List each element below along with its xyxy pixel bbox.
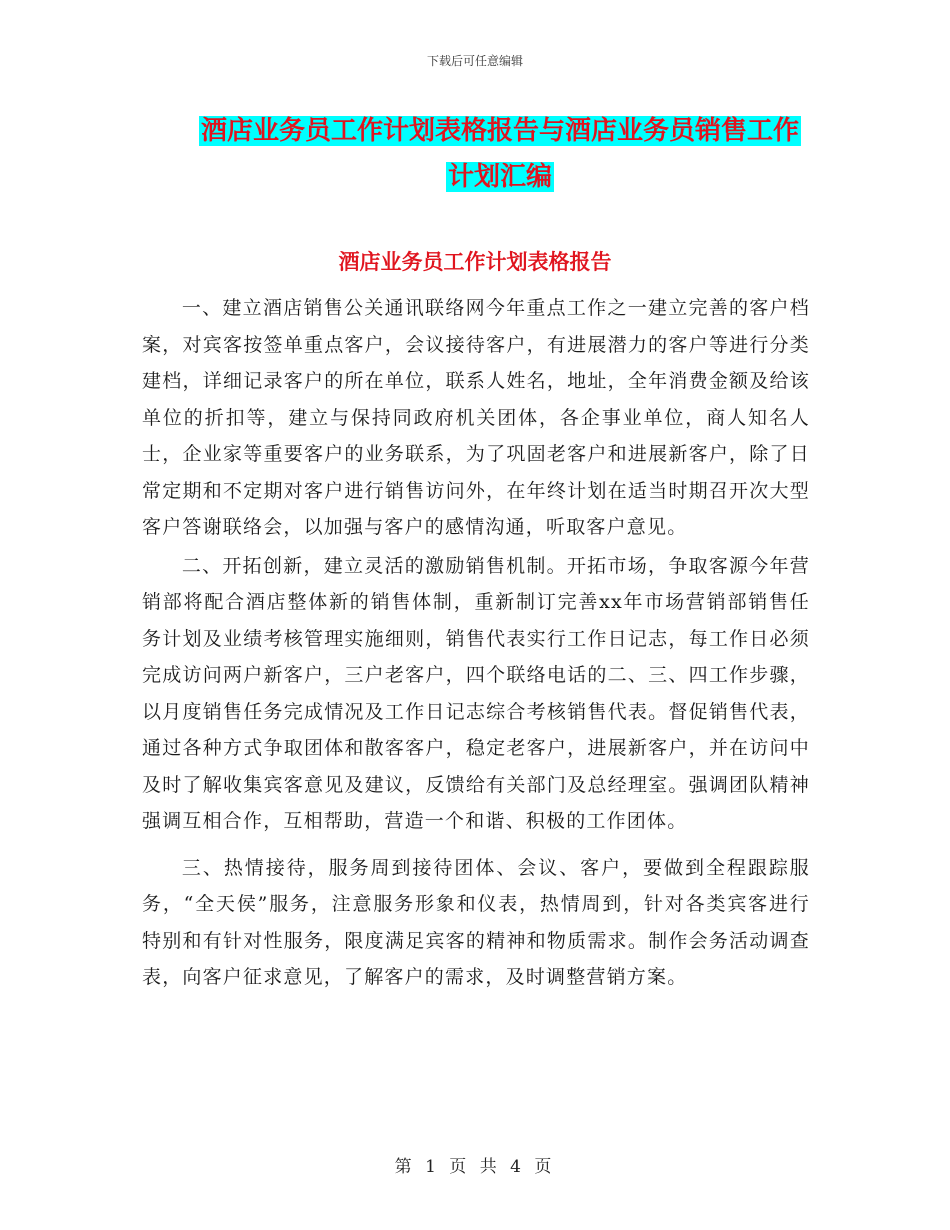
title-line-1: 酒店业务员工作计划表格报告与酒店业务员销售工作 (200, 116, 799, 146)
header-note: 下载后可任意编辑 (426, 54, 523, 68)
document-title (150, 108, 850, 200)
title-line-2: 计划汇编 (447, 162, 552, 192)
paragraph-2: 二、开拓创新，建立灵活的激励销售机制。开拓市场，争取客源今年营销部将配合酒店整体新的销售体制，重新制订完善xx年市场营销部销售任务计划及业绩考核管理实施细则，销售代表实行工作日记志，每工作日必须完成访问两户新客户，三户老客户，四个联络电话的二、三、四工作步骤，以月度销售任务完成情况及工作日记志综合考核销售代表。督促销售代表，通过各种方式争取团体和散客客户，稳定老客户，进展新客户，并在访问中及时了解收集宾客意见及建议，反馈给有关部门及总经理室。强调团队精神强调互相合作，互相帮助，营造一个和谐、积极的工作团体。 (142, 554, 810, 832)
paragraph-1: 一、建立酒店销售公关通讯联络网今年重点工作之一建立完善的客户档案，对宾客按签单重点客户，会议接待客户，有进展潜力的客户等进行分类建档，详细记录客户的所在单位，联系人姓名，地址，全年消费金额及给该单位的折扣等，建立与保持同政府机关团体，各企事业单位，商人知名人士，企业家等重要客户的业务联系，为了巩固老客户和进展新客户，除了日常定期和不定期对客户进行销售访问外，在年终计划在适当时期召开次大型客户答谢联络会，以加强与客户的感情沟通，听取客户意见。 (142, 297, 810, 538)
body-text (142, 290, 810, 996)
page-footer: 第 1 页 共 4 页 (394, 1157, 556, 1177)
section-title: 酒店业务员工作计划表格报告 (338, 249, 612, 274)
paragraph-3: 三、热情接待，服务周到接待团体、会议、客户，要做到全程跟踪服务，“全天侯”服务，注意服务形象和仪表，热情周到，针对各类宾客进行特别和有针对性服务，限度满足宾客的精神和物质需求。制作会务活动调查表，向客户征求意见，了解客户的需求，及时调整营销方案。 (142, 856, 810, 988)
